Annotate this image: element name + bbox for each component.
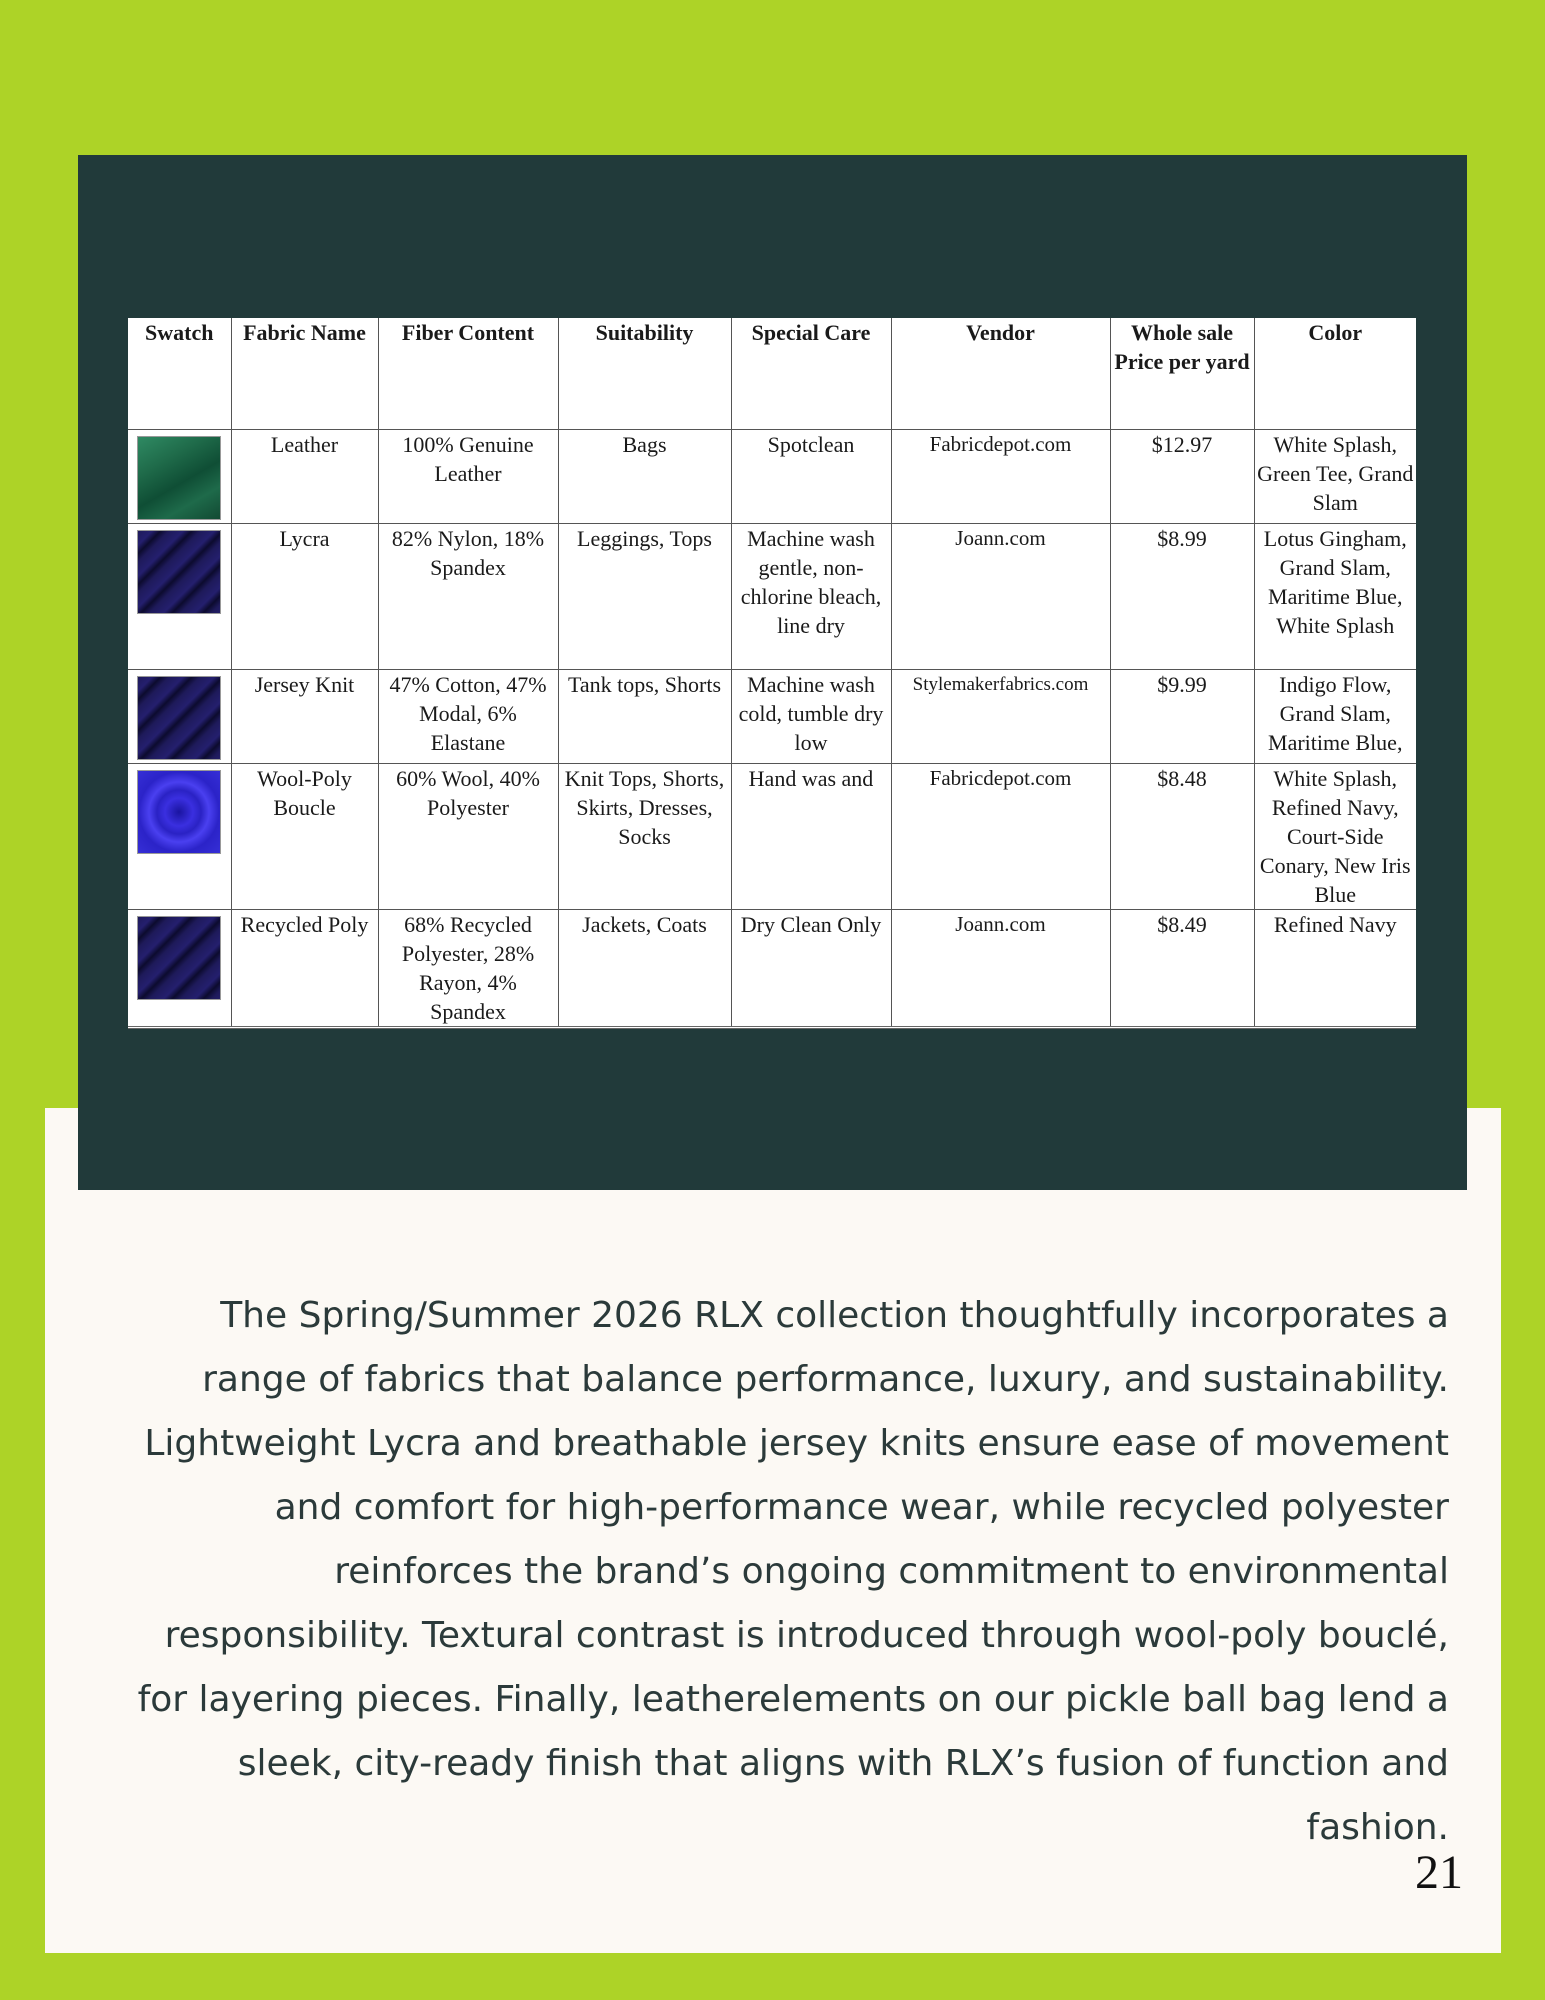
color-cell: White Splash, Green Tee, Grand Slam bbox=[1254, 430, 1416, 524]
header-price: Whole sale Price per yard bbox=[1110, 318, 1254, 430]
swatch-cell bbox=[128, 910, 231, 1028]
swatch-cell bbox=[128, 430, 231, 524]
suitability-cell: Jackets, Coats bbox=[558, 910, 731, 1028]
blue-boucle-swatch-icon bbox=[137, 770, 221, 854]
suitability-cell: Bags bbox=[558, 430, 731, 524]
swatch-cell bbox=[128, 764, 231, 910]
table-row bbox=[128, 430, 1416, 524]
special-care-cell: Hand was and bbox=[731, 764, 891, 910]
vendor-cell: Fabricdepot.com bbox=[891, 430, 1110, 524]
special-care-cell: Machine wash cold, tumble dry low bbox=[731, 670, 891, 764]
price-cell: $8.48 bbox=[1110, 764, 1254, 910]
special-care-cell: Dry Clean Only bbox=[731, 910, 891, 1028]
suitability-cell: Tank tops, Shorts bbox=[558, 670, 731, 764]
dark-panel bbox=[78, 155, 1467, 1190]
navy-lycra-swatch-icon bbox=[137, 530, 221, 614]
fiber-content-cell: 47% Cotton, 47% Modal, 6% Elastane bbox=[378, 670, 558, 764]
fabric-name-cell: Recycled Poly bbox=[231, 910, 378, 1028]
header-special-care: Special Care bbox=[731, 318, 891, 430]
color-cell: Indigo Flow, Grand Slam, Maritime Blue, bbox=[1254, 670, 1416, 764]
color-cell: Refined Navy bbox=[1254, 910, 1416, 1028]
swatch-cell bbox=[128, 670, 231, 764]
special-care-cell: Machine wash gentle, non-chlorine bleach, line dry bbox=[731, 524, 891, 670]
fabric-name-cell: Jersey Knit bbox=[231, 670, 378, 764]
page-number: 21 bbox=[1415, 1846, 1463, 1899]
color-cell: Lotus Gingham, Grand Slam, Maritime Blue, White Splash bbox=[1254, 524, 1416, 670]
navy-recycled-poly-swatch-icon bbox=[137, 916, 221, 1000]
suitability-cell: Knit Tops, Shorts, Skirts, Dresses, Socks bbox=[558, 764, 731, 910]
table-row bbox=[128, 910, 1416, 1028]
fiber-content-cell: 60% Wool, 40% Polyester bbox=[378, 764, 558, 910]
header-vendor: Vendor bbox=[891, 318, 1110, 430]
header-swatch: Swatch bbox=[145, 320, 214, 345]
fabric-name-cell: Lycra bbox=[231, 524, 378, 670]
fiber-content-cell: 68% Recycled Polyester, 28% Rayon, 4% Spandex bbox=[378, 910, 558, 1028]
special-care-cell: Spotclean bbox=[731, 430, 891, 524]
green-leather-swatch-icon bbox=[137, 436, 221, 520]
table-row bbox=[128, 524, 1416, 670]
fabric-table bbox=[128, 318, 1416, 1029]
color-cell: White Splash, Refined Navy, Court-Side Conary, New Iris Blue bbox=[1254, 764, 1416, 910]
fabric-name-cell: Leather bbox=[231, 430, 378, 524]
table-row bbox=[128, 764, 1416, 910]
vendor-cell: Joann.com bbox=[891, 910, 1110, 1028]
body-paragraph: The Spring/Summer 2026 RLX collection thoughtfully incorporates a range of fabrics that balance performance, luxury, and sustainability. Lightweight Lycra and breathable jersey knits ensure ease of movement and comfort for high-performance wear, while recycled polyester reinforces the brand’s ongoing commitment to environmental responsibility. Textural contrast is introduced through wool-poly bouclé, for layering pieces. Finally, leatherelements on our pickle ball bag lend a sleek, city-ready finish that aligns with RLX’s fusion of function and fashion. bbox=[137, 1295, 1449, 1848]
price-cell: $8.49 bbox=[1110, 910, 1254, 1028]
vendor-cell: Joann.com bbox=[891, 524, 1110, 670]
vendor-cell: Stylemakerfabrics.com bbox=[891, 670, 1110, 764]
price-cell: $12.97 bbox=[1110, 430, 1254, 524]
header-fiber-content: Fiber Content bbox=[378, 318, 558, 430]
navy-jersey-swatch-icon bbox=[137, 676, 221, 760]
header-fabric-name: Fabric Name bbox=[231, 318, 378, 430]
fiber-content-cell: 100% Genuine Leather bbox=[378, 430, 558, 524]
price-cell: $9.99 bbox=[1110, 670, 1254, 764]
swatch-cell bbox=[128, 524, 231, 670]
header-color: Color bbox=[1254, 318, 1416, 430]
suitability-cell: Leggings, Tops bbox=[558, 524, 731, 670]
price-cell: $8.99 bbox=[1110, 524, 1254, 670]
table-header-row bbox=[128, 318, 1416, 430]
table-row bbox=[128, 670, 1416, 764]
vendor-cell: Fabricdepot.com bbox=[891, 764, 1110, 910]
header-suitability: Suitability bbox=[558, 318, 731, 430]
fabric-name-cell: Wool-Poly Boucle bbox=[231, 764, 378, 910]
fiber-content-cell: 82% Nylon, 18% Spandex bbox=[378, 524, 558, 670]
